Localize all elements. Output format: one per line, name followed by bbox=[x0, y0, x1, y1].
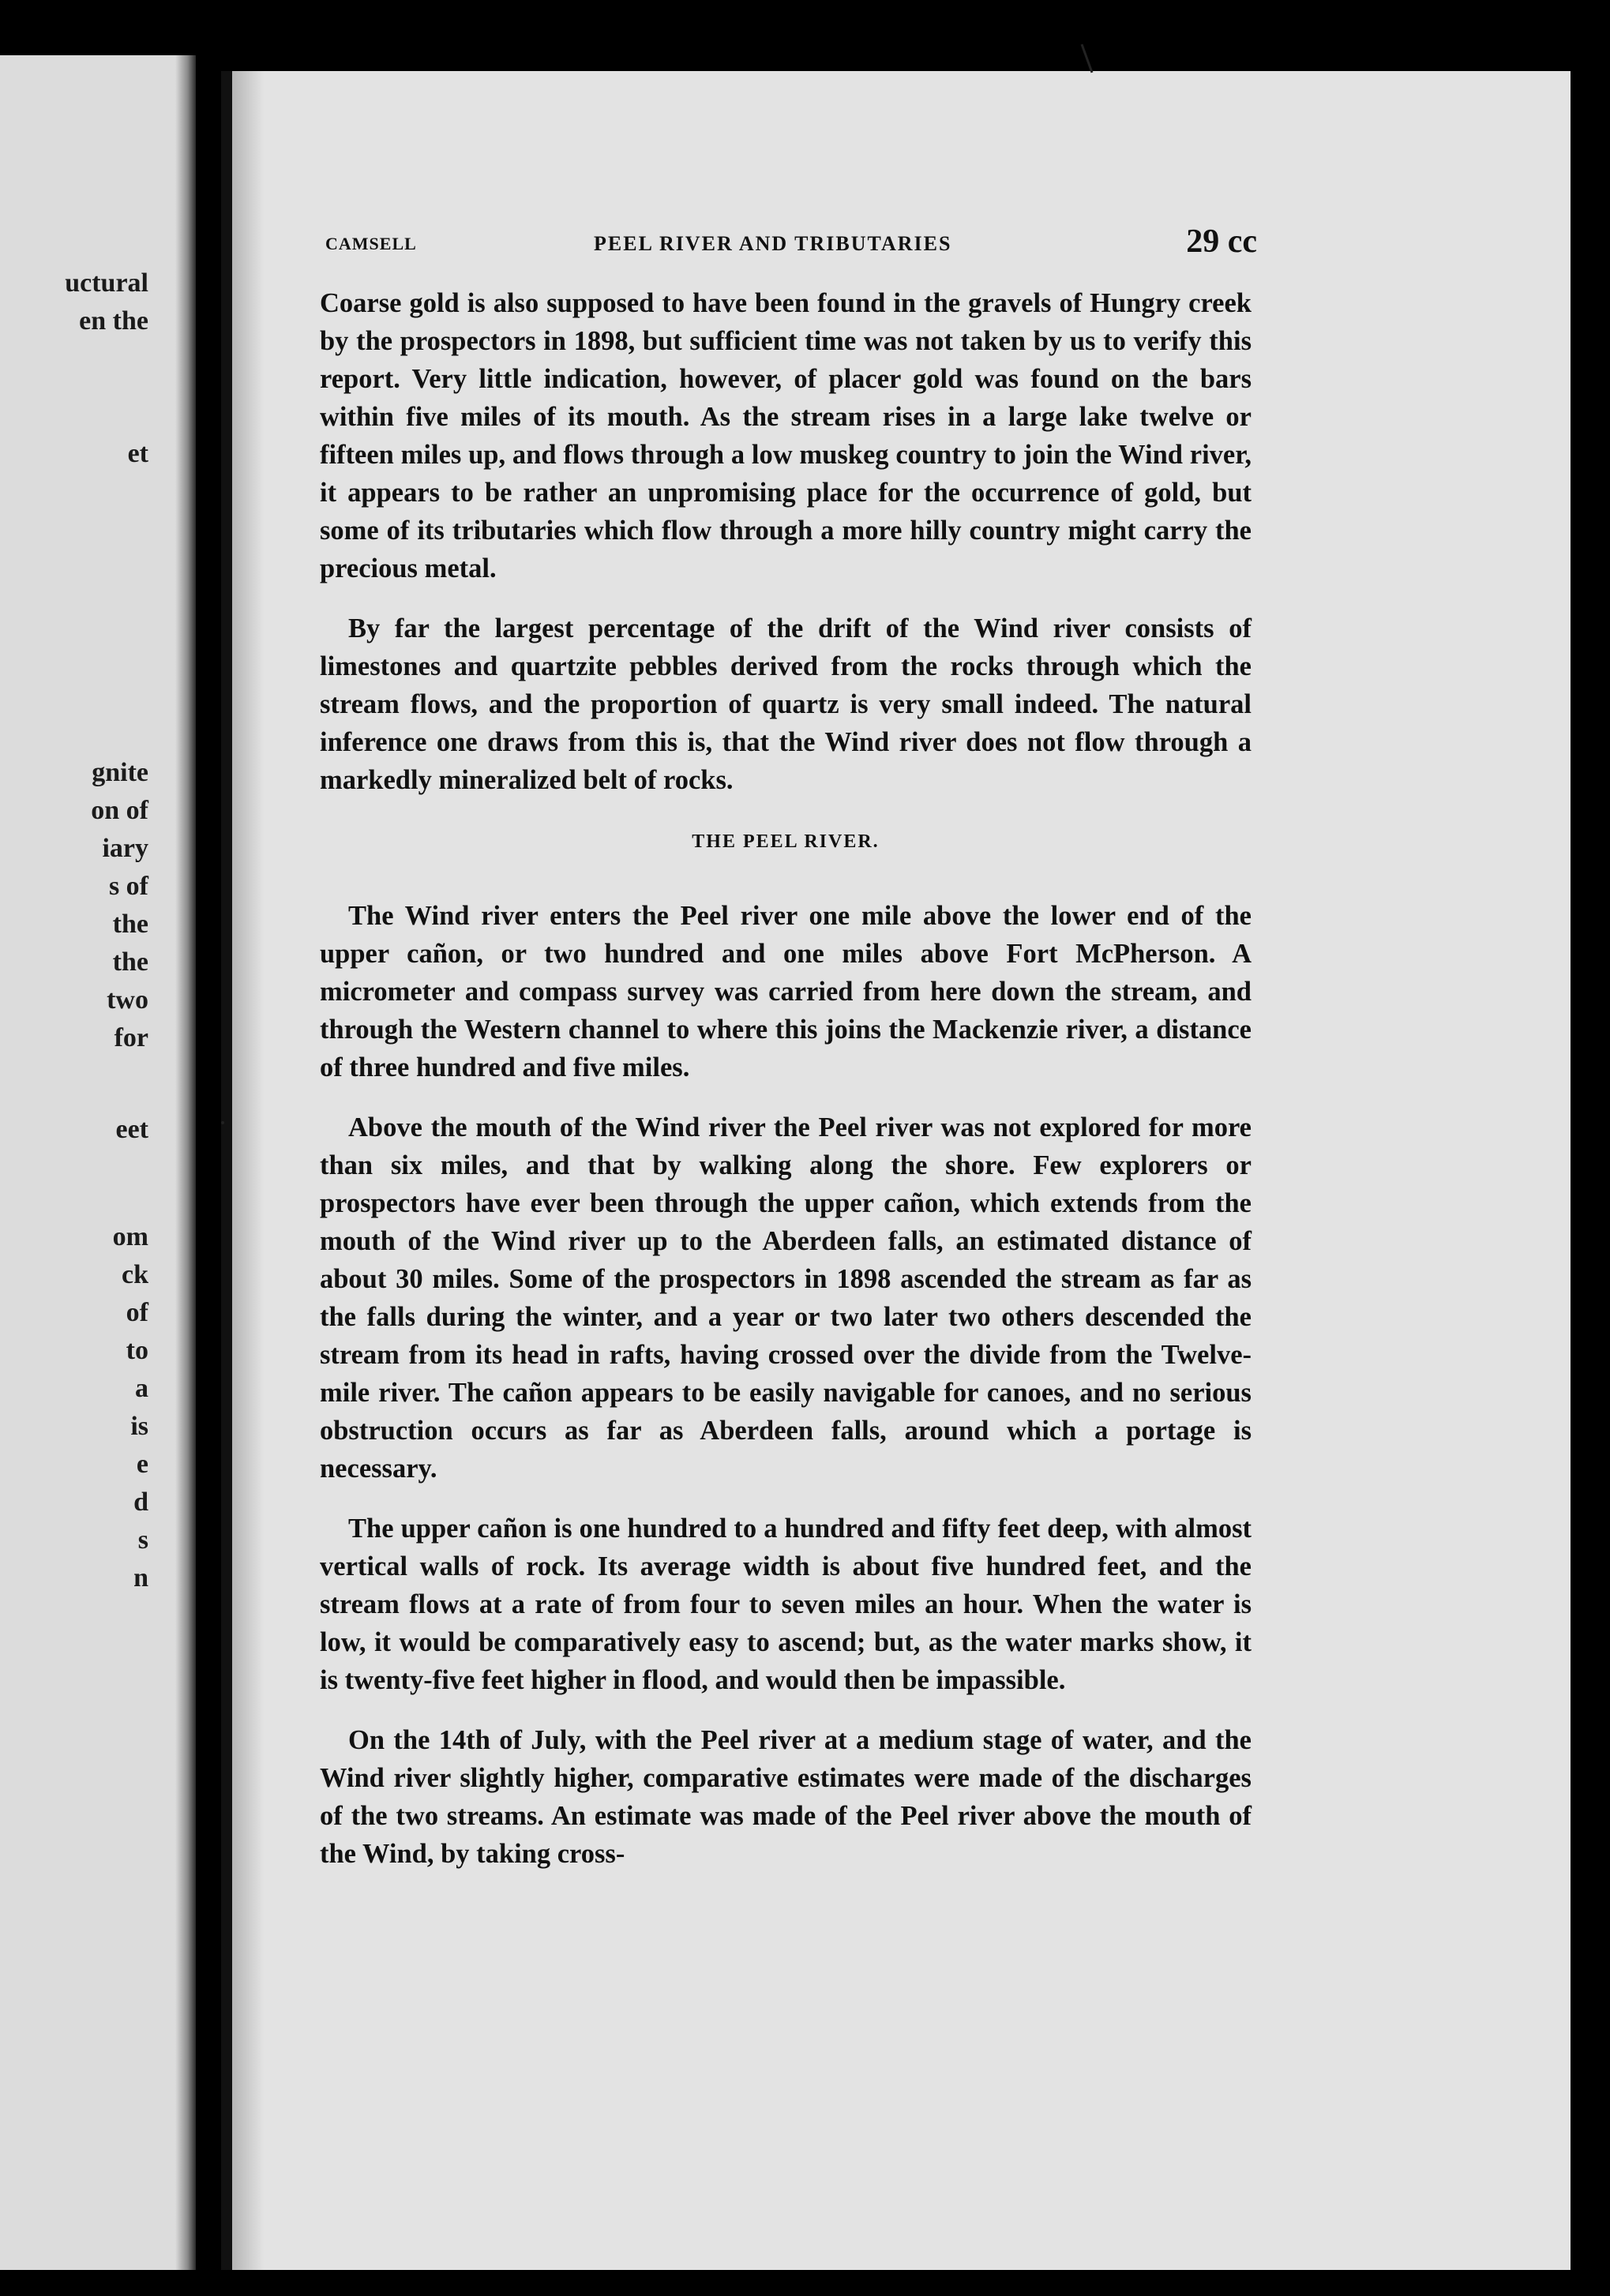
previous-page-edge bbox=[0, 55, 196, 2270]
running-head bbox=[325, 223, 1257, 262]
left-fragment: is bbox=[130, 1412, 148, 1441]
left-fragment: ck bbox=[122, 1260, 148, 1289]
paragraph: On the 14th of July, with the Peel river at a medium stage of water, and the Wind river slightly higher, comparative estimates were made of the discharges of the two streams. An estimate was made of the Peel river above the mouth of the Wind, by taking cross- bbox=[320, 1725, 1252, 1869]
left-fragment: uctural bbox=[65, 268, 148, 298]
left-fragment: to bbox=[126, 1336, 148, 1365]
left-fragment: of bbox=[126, 1298, 148, 1327]
left-fragment: for bbox=[114, 1023, 148, 1052]
left-fragment: d bbox=[133, 1488, 148, 1517]
left-fragment: s of bbox=[108, 872, 148, 901]
paragraph: Above the mouth of the Wind river the Peel river was not explored for more than six miles, and that by walking along the shore. Few explorers or prospectors have ever been through the upper cañon, which extends from the mouth of the Wind river up to the Aberdeen falls, an estimated distance of about 30 miles. Some of the prospectors in 1898 ascended the stream as far as the falls during the winter, and a year or two later two others descended the stream from its head in rafts, having crossed over the divide from the Twelve-mile river. The cañon appears to be easily navigable for canoes, and no serious obstruction occurs as far as Aberdeen falls, around which a portage is necessary. bbox=[320, 1112, 1252, 1484]
left-fragment: en the bbox=[79, 306, 148, 336]
left-fragment: om bbox=[112, 1222, 148, 1251]
paragraph: The upper cañon is one hundred to a hundred and fifty feet deep, with almost vertical walls of rock. Its average width is about five hundred feet, and the stream flows at a rate of from four to seven miles an hour. When the water is low, it would be comparatively easy to ascend; but, as the water marks show, it is twenty-five feet higher in flood, and would then be impassible. bbox=[320, 1514, 1252, 1695]
left-fragment: et bbox=[127, 439, 148, 468]
scan-artifact bbox=[1081, 44, 1094, 73]
running-head-title: PEEL RIVER AND TRIBUTARIES bbox=[594, 232, 952, 255]
paragraph: Coarse gold is also supposed to have been found in the gravels of Hungry creek by the prospectors in 1898, but sufficient time was not taken by us to verify this report. Very little indication, however, of placer gold was found on the bars within five miles of its mouth. As the stream rises in a large lake twelve or fifteen miles up, and flows through a low muskeg country to join the Wind river, it appears to be rather an unpromising place for the occurrence of gold, but some of its tributaries which flow through a more hilly country might carry the precious metal. bbox=[320, 288, 1252, 583]
left-fragment: two bbox=[107, 985, 148, 1015]
page-gutter-shadow bbox=[175, 55, 196, 2270]
left-fragment: s bbox=[137, 1525, 148, 1555]
left-fragment: the bbox=[112, 910, 148, 939]
left-fragment: on of bbox=[91, 796, 148, 825]
left-fragment: eet bbox=[115, 1115, 148, 1144]
left-fragment: e bbox=[136, 1450, 148, 1479]
left-fragment: iary bbox=[102, 834, 148, 863]
body-text bbox=[320, 284, 1252, 1895]
left-fragment: the bbox=[112, 947, 148, 977]
scan-artifact bbox=[221, 1121, 224, 1124]
section-heading: THE PEEL RIVER. bbox=[692, 831, 880, 852]
left-fragment: n bbox=[133, 1563, 148, 1593]
left-fragment: gnite bbox=[92, 758, 148, 787]
running-head-author: CAMSELL bbox=[325, 234, 417, 253]
left-fragment: a bbox=[135, 1374, 148, 1403]
page-binding-shadow bbox=[232, 71, 264, 2270]
paragraph: The Wind river enters the Peel river one mile above the lower end of the upper cañon, or two hundred and one miles above Fort McPherson. A micrometer and compass survey was carried from here down the stream, and through the Western channel to where this joins the Mackenzie river, a distance of three hundred and five miles. bbox=[320, 901, 1252, 1082]
page-number: 29 cc bbox=[1186, 223, 1257, 260]
paragraph: By far the largest percentage of the drift of the Wind river consists of limestones and quartzite pebbles derived from the rocks through which the stream flows, and the proportion of quartz is very small indeed. The natural inference one draws from this is, that the Wind river does not flow through a markedly mineralized belt of rocks. bbox=[320, 613, 1252, 795]
